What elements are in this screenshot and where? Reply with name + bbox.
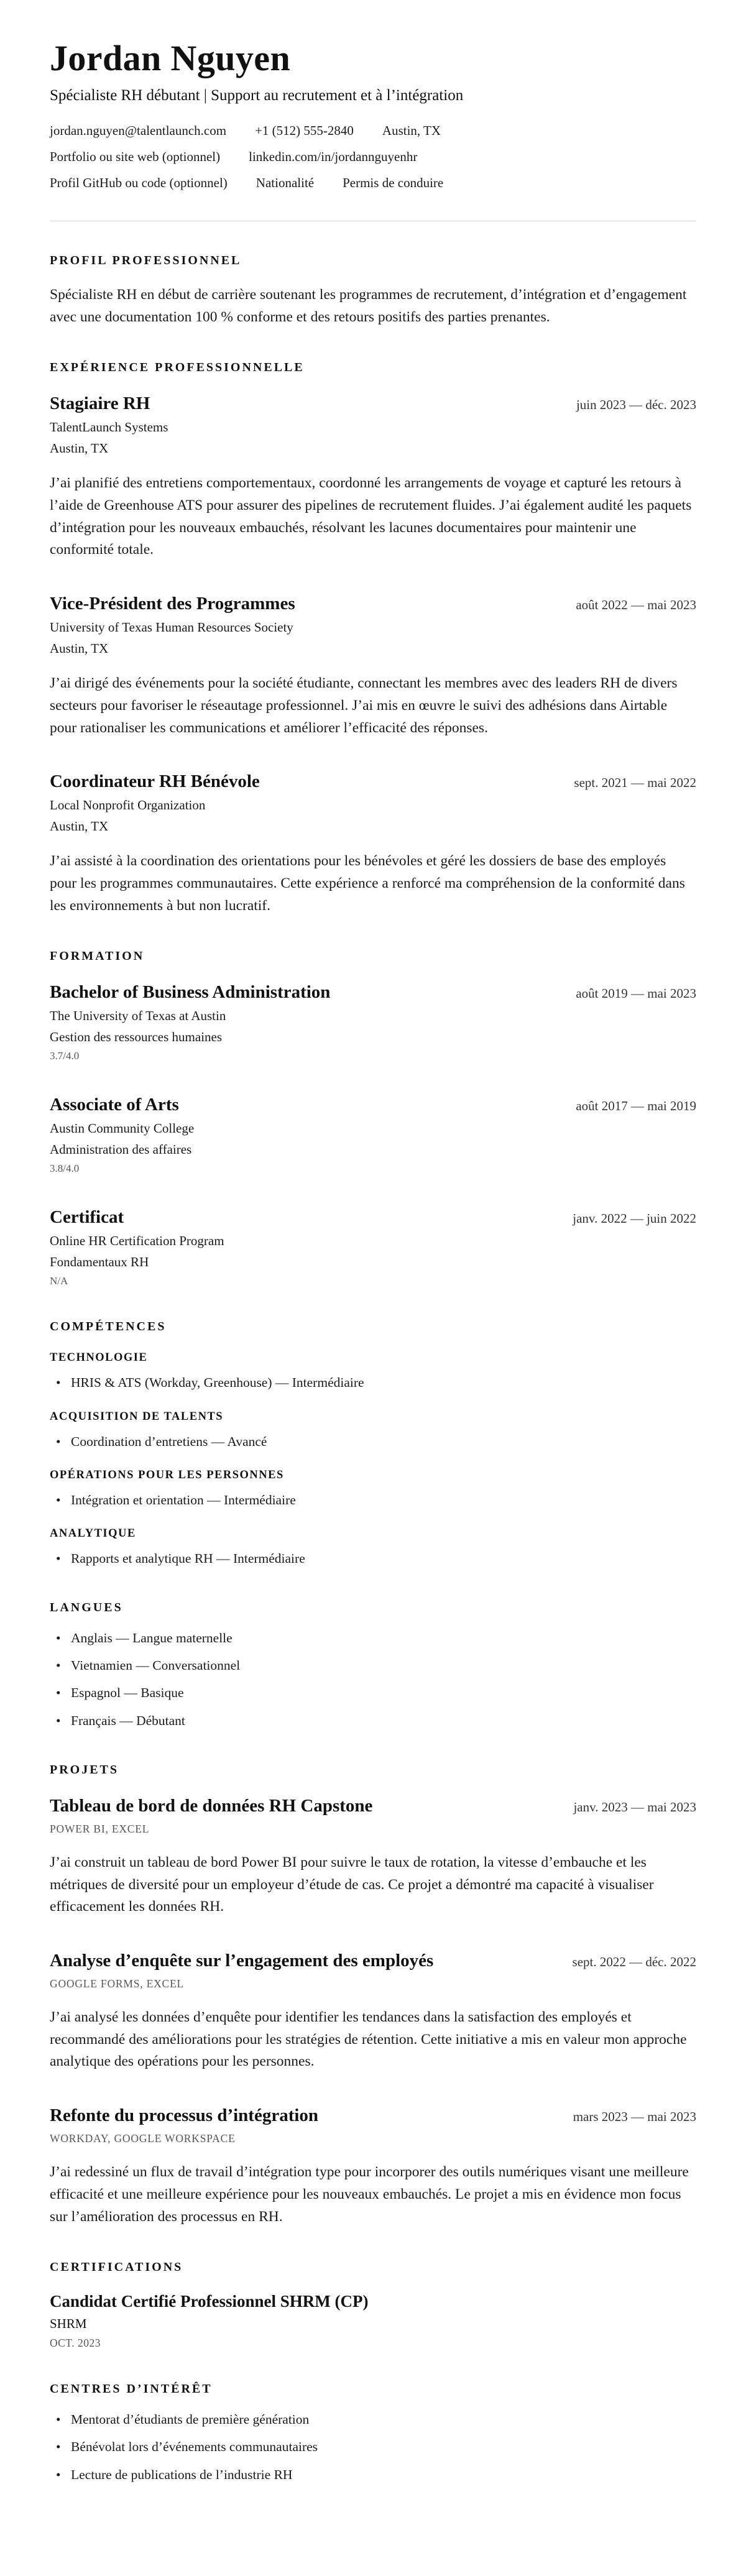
language-item: • Vietnamien — Conversationnel bbox=[50, 1656, 696, 1675]
section-education bbox=[50, 949, 696, 1287]
language-item: • Anglais — Langue maternelle bbox=[50, 1629, 696, 1648]
degree-name: Certificat bbox=[50, 1207, 124, 1228]
section-experience bbox=[50, 361, 696, 917]
contact-row-2 bbox=[50, 149, 696, 165]
job-description: J’ai assisté à la coordination des orientations pour les bénévoles et géré les dossiers de base des employés pour les programmes communautaires. Cette expérience a renforcé ma compréhension de la conformité dans les environnements à but non lucratif. bbox=[50, 853, 685, 914]
project-tools: POWER BI, EXCEL bbox=[50, 1822, 150, 1835]
certifications-heading: CERTIFICATIONS bbox=[50, 2260, 183, 2275]
experience-entry bbox=[50, 393, 696, 561]
experience-entry bbox=[50, 771, 696, 917]
job-description: J’ai dirigé des événements pour la société étudiante, connectant les membres avec des leaders RH de divers secteurs pour favoriser le réseautage professionnel. J’ai mis en œuvre le suivi des adhésions dans Airtable pour rationaliser les communications et améliorer l’efficacité des réponses. bbox=[50, 675, 678, 736]
contact-nationality: Nationalité bbox=[256, 175, 315, 190]
education-entry-head bbox=[50, 1207, 696, 1228]
project-dates: sept. 2022 — déc. 2022 bbox=[572, 1954, 696, 1969]
contact-phone: +1 (512) 555-2840 bbox=[255, 122, 354, 138]
skills-category: OPÉRATIONS POUR LES PERSONNES bbox=[50, 1468, 284, 1481]
profile-text: Spécialiste RH en début de carrière soutenant les programmes de recrutement, d’intégration et d’engagement avec une documentation 100 % conforme et des retours positifs des parties prenantes. bbox=[50, 286, 687, 325]
school-name: Austin Community College bbox=[50, 1121, 195, 1136]
candidate-name: Jordan Nguyen bbox=[50, 38, 291, 78]
section-skills bbox=[50, 1320, 696, 1568]
skills-group bbox=[50, 1351, 696, 1392]
project-description: J’ai redessiné un flux de travail d’intégration type pour incorporer des outils numériques visant une meilleure efficacité et une meilleure expérience pour les nouveaux embauchés. Le projet a mis en évidence mon focus sur l’amélioration des processus en RH. bbox=[50, 2164, 689, 2225]
experience-entry-head bbox=[50, 393, 696, 414]
skills-list bbox=[50, 1373, 696, 1392]
project-entry bbox=[50, 2105, 696, 2228]
interests-heading: CENTRES D’INTÉRÊT bbox=[50, 2382, 213, 2396]
project-dates: janv. 2023 — mai 2023 bbox=[573, 1799, 696, 1815]
section-languages bbox=[50, 1601, 696, 1731]
certification-date: OCT. 2023 bbox=[50, 2337, 101, 2350]
project-description: J’ai analysé les données d’enquête pour identifier les tendances dans la satisfaction des employés et recommandé des améliorations pour les stratégies de rétention. Cette initiative a mis en valeur mon approche analytique des opérations pour les personnes. bbox=[50, 2008, 687, 2070]
contact-row-3 bbox=[50, 175, 696, 191]
contact-github: Profil GitHub ou code (optionnel) bbox=[50, 175, 228, 190]
project-entry-head bbox=[50, 1951, 696, 1971]
job-description: J’ai planifié des entretiens comportementaux, coordonné les arrangements de voyage et capturé les retours à l’aide de Greenhouse ATS pour assurer des pipelines de recrutement fluides. J’ai également audité les paquets d’intégration pour les nouveaux embauchés, résolvant les lacunes documentaires pour maintenir une conformité totale. bbox=[50, 475, 692, 558]
skills-heading: COMPÉTENCES bbox=[50, 1320, 167, 1334]
section-projects bbox=[50, 1763, 696, 2228]
skills-list bbox=[50, 1549, 696, 1568]
experience-entry-head bbox=[50, 594, 696, 614]
interest-item: • Bénévolat lors d’événements communautaires bbox=[50, 2437, 696, 2457]
skill-item: • Intégration et orientation — Intermédiaire bbox=[50, 1491, 696, 1510]
skills-group bbox=[50, 1469, 696, 1510]
job-title: Vice-Président des Programmes bbox=[50, 594, 295, 614]
project-entry bbox=[50, 1951, 696, 2073]
project-dates: mars 2023 — mai 2023 bbox=[573, 2109, 696, 2125]
contact-linkedin: linkedin.com/in/jordannguyenhr bbox=[249, 149, 418, 164]
experience-entry-head bbox=[50, 771, 696, 792]
job-location: Austin, TX bbox=[50, 441, 109, 456]
profile-heading: PROFIL PROFESSIONNEL bbox=[50, 253, 242, 267]
contact-driving-license: Permis de conduire bbox=[343, 175, 444, 190]
skills-group bbox=[50, 1410, 696, 1451]
field-of-study: Administration des affaires bbox=[50, 1142, 192, 1157]
education-heading: FORMATION bbox=[50, 949, 145, 964]
skills-category: TECHNOLOGIE bbox=[50, 1351, 148, 1364]
interest-item: • Mentorat d’étudiants de première génération bbox=[50, 2410, 696, 2429]
job-location: Austin, TX bbox=[50, 819, 109, 834]
education-entry-head bbox=[50, 982, 696, 1003]
education-entry bbox=[50, 1095, 696, 1175]
gpa-value: N/A bbox=[50, 1275, 68, 1287]
field-of-study: Fondamentaux RH bbox=[50, 1254, 149, 1270]
contact-email: jordan.nguyen@talentlaunch.com bbox=[50, 122, 227, 138]
certification-issuer: SHRM bbox=[50, 2316, 87, 2332]
languages-heading: LANGUES bbox=[50, 1601, 123, 1615]
job-title: Stagiaire RH bbox=[50, 393, 150, 414]
certification-title: Candidat Certifié Professionnel SHRM (CP) bbox=[50, 2292, 369, 2311]
job-location: Austin, TX bbox=[50, 641, 109, 656]
skill-item: • Coordination d’entretiens — Avancé bbox=[50, 1432, 696, 1451]
education-dates: août 2017 — mai 2019 bbox=[576, 1098, 696, 1114]
contact-row-1 bbox=[50, 123, 696, 139]
skill-item: • HRIS & ATS (Workday, Greenhouse) — Intermédiaire bbox=[50, 1373, 696, 1392]
skills-category: ANALYTIQUE bbox=[50, 1527, 136, 1540]
interest-item: • Lecture de publications de l’industrie RH bbox=[50, 2465, 696, 2485]
resume-header bbox=[50, 39, 696, 221]
section-interests bbox=[50, 2382, 696, 2485]
project-title: Refonte du processus d’intégration bbox=[50, 2105, 319, 2126]
candidate-tagline: Spécialiste RH débutant | Support au recrutement et à l’intégration bbox=[50, 86, 464, 104]
language-item: • Français — Débutant bbox=[50, 1711, 696, 1731]
company-name: TalentLaunch Systems bbox=[50, 420, 168, 435]
school-name: Online HR Certification Program bbox=[50, 1233, 224, 1249]
projects-heading: PROJETS bbox=[50, 1762, 119, 1777]
education-entry bbox=[50, 982, 696, 1062]
contact-location: Austin, TX bbox=[382, 122, 441, 138]
education-dates: janv. 2022 — juin 2022 bbox=[573, 1211, 696, 1226]
project-tools: GOOGLE FORMS, EXCEL bbox=[50, 1977, 184, 1990]
job-dates: sept. 2021 — mai 2022 bbox=[574, 775, 696, 791]
job-dates: août 2022 — mai 2023 bbox=[576, 597, 696, 613]
project-entry bbox=[50, 1796, 696, 1918]
project-title: Analyse d’enquête sur l’engagement des employés bbox=[50, 1950, 434, 1971]
job-dates: juin 2023 — déc. 2023 bbox=[576, 397, 696, 413]
section-certifications bbox=[50, 2260, 696, 2350]
gpa-value: 3.7/4.0 bbox=[50, 1050, 80, 1062]
degree-name: Bachelor of Business Administration bbox=[50, 982, 331, 1003]
job-title: Coordinateur RH Bénévole bbox=[50, 771, 260, 792]
skills-list bbox=[50, 1432, 696, 1451]
field-of-study: Gestion des ressources humaines bbox=[50, 1029, 223, 1045]
language-item: • Espagnol — Basique bbox=[50, 1683, 696, 1703]
experience-heading: EXPÉRIENCE PROFESSIONNELLE bbox=[50, 361, 305, 375]
languages-list bbox=[50, 1629, 696, 1731]
experience-entry bbox=[50, 594, 696, 739]
degree-name: Associate of Arts bbox=[50, 1095, 179, 1115]
project-title: Tableau de bord de données RH Capstone bbox=[50, 1795, 373, 1816]
skills-category: ACQUISITION DE TALENTS bbox=[50, 1410, 224, 1423]
contact-website: Portfolio ou site web (optionnel) bbox=[50, 149, 221, 164]
interests-list bbox=[50, 2410, 696, 2485]
skills-list bbox=[50, 1491, 696, 1510]
education-entry bbox=[50, 1207, 696, 1287]
education-entry-head bbox=[50, 1095, 696, 1115]
section-profile bbox=[50, 254, 696, 328]
project-description: J’ai construit un tableau de bord Power BI pour suivre le taux de rotation, la vitesse d’embauche et les métriques de diversité pour un employeur d’étude de cas. Ce projet a démontré ma capacité à visualiser efficacement les données RH. bbox=[50, 1854, 654, 1915]
certification-entry bbox=[50, 2292, 696, 2350]
company-name: Local Nonprofit Organization bbox=[50, 798, 206, 813]
company-name: University of Texas Human Resources Society bbox=[50, 620, 293, 635]
project-entry-head bbox=[50, 2105, 696, 2126]
skills-group bbox=[50, 1527, 696, 1568]
project-entry-head bbox=[50, 1796, 696, 1816]
gpa-value: 3.8/4.0 bbox=[50, 1162, 80, 1175]
contact-block bbox=[50, 123, 696, 191]
school-name: The University of Texas at Austin bbox=[50, 1008, 226, 1024]
project-tools: WORKDAY, GOOGLE WORKSPACE bbox=[50, 2132, 236, 2145]
education-dates: août 2019 — mai 2023 bbox=[576, 986, 696, 1001]
skill-item: • Rapports et analytique RH — Intermédiaire bbox=[50, 1549, 696, 1568]
